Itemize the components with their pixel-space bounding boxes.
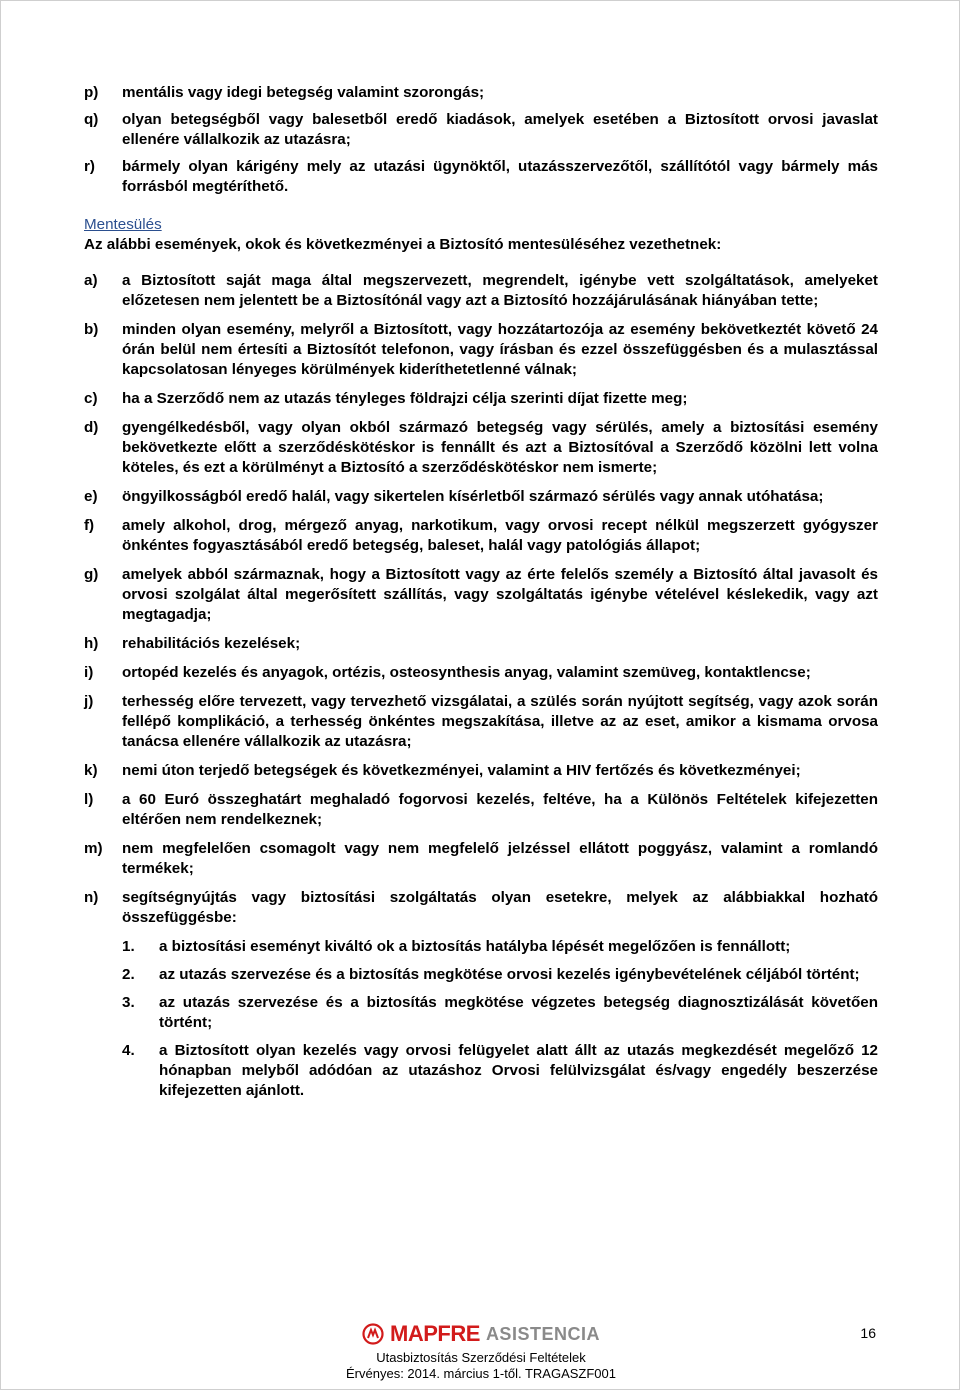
sub-item-text: a Biztosított olyan kezelés vagy orvosi felügyelet alatt állt az utazás megkezdését megelőző 12 hónapban melyből adódóan az utazáshoz Orvosi felülvizsgálat és/vagy engedély beszerzése kifejezetten ajánlott. [159, 1042, 878, 1099]
list-item [84, 110, 878, 150]
item-label: e) [84, 488, 98, 505]
mapfre-emblem-icon [362, 1323, 384, 1345]
item-label: c) [84, 390, 98, 407]
sub-item-label: 2. [122, 966, 135, 983]
list-item [84, 663, 878, 683]
item-label: f) [84, 517, 95, 534]
list-item [84, 516, 878, 556]
item-text: gyengélkedésből, vagy olyan okból származó betegség vagy sérülés, amely a biztosítási esemény bekövetkezte előtt a szerződéskötéskor is fennállt és azt a Biztosítóval a Szerződő közölni lett volna köteles, és ezt a körülményt a Biztosító a szerződéskötéskor nem ismerte; [122, 419, 878, 476]
sub-list [122, 937, 878, 1101]
page-number: 16 [860, 1325, 876, 1341]
logo-primary-text: MAPFRE [390, 1321, 480, 1346]
item-text: terhesség előre tervezett, vagy tervezhető vizsgálatai, a szülés során nyújtott segítség, vagy azok során fellépő komplikáció, a terhesség önkéntes megszakítása, illetve az az eset, amikor a kismama orvosa tanácsa ellenére vállalkozik az utazásra; [122, 693, 878, 750]
logo-secondary-text: ASISTENCIA [485, 1323, 600, 1344]
list-item [84, 271, 878, 311]
page-footer [1, 1319, 960, 1382]
footer-title: Utasbiztosítás Szerződési Feltételek [376, 1350, 586, 1365]
item-text: a Biztosított saját maga által megszervezett, megrendelt, igénybe vett szolgáltatások, amelyeket előzetesen nem jelentett be a Biztosítónál vagy azt a Biztosító hozzájárulásának hiányában tette; [122, 272, 878, 309]
sub-list-item [122, 937, 878, 957]
list-item [84, 565, 878, 625]
item-text: ha a Szerződő nem az utazás tényleges földrajzi célja szerinti díjat fizette meg; [122, 390, 688, 407]
item-label: i) [84, 664, 94, 681]
exclusion-list [84, 271, 878, 928]
item-label: d) [84, 419, 99, 436]
item-text: ortopéd kezelés és anyagok, ortézis, osteosynthesis anyag, valamint szemüveg, kontaktlencse; [122, 664, 811, 681]
item-text: amelyek abból származnak, hogy a Biztosított vagy az érte felelős személy a Biztosító által javasolt és orvosi szolgálat által megerősített szállítás, vagy szolgáltatás igénybe vételével késlekedik, vagy azt megtagadja; [122, 566, 878, 623]
list-item [84, 320, 878, 380]
continued-list [84, 83, 878, 197]
list-item [84, 888, 878, 928]
sub-item-text: az utazás szervezése és a biztosítás megkötése végzetes betegség diagnosztizálását követően történt; [159, 994, 878, 1031]
list-item [84, 634, 878, 654]
item-label: p) [84, 84, 99, 101]
section-heading: Mentesülés [84, 216, 162, 233]
item-label: k) [84, 762, 98, 779]
sub-item-label: 1. [122, 938, 135, 955]
sub-list-item [122, 965, 878, 985]
mapfre-logo [362, 1319, 600, 1349]
item-text: minden olyan esemény, melyről a Biztosított, vagy hozzátartozója az esemény bekövetkeztét követő 24 órán belül nem értesíti a Biztosítót telefonon, vagy írásban és ezzel összefüggésben és a mulasztással kapcsolatosan lényeges körülmények kideríthetetlenné válnak; [122, 321, 878, 378]
item-text: nem megfelelően csomagolt vagy nem megfelelő jelzéssel ellátott poggyász, valamint a romlandó termékek; [122, 840, 878, 877]
list-item [84, 790, 878, 830]
sub-list-item [122, 1041, 878, 1101]
item-label: l) [84, 791, 94, 808]
item-text [122, 888, 878, 928]
list-item [84, 761, 878, 781]
list-item [84, 418, 878, 478]
item-label: j) [84, 693, 94, 710]
sub-item-text: a biztosítási eseményt kiváltó ok a biztosítás hatályba lépését megelőzően is fennállott; [159, 938, 791, 955]
list-item [84, 692, 878, 752]
list-item [84, 839, 878, 879]
item-label: h) [84, 635, 99, 652]
item-text-body: segítségnyújtás vagy biztosítási szolgáltatás olyan esetekre, melyek az alábbiakkal hozható összefüggésbe: [122, 889, 878, 926]
item-text: a 60 Euró összeghatárt meghaladó fogorvosi kezelés, feltéve, ha a Különös Feltételek kifejezetten eltérően nem rendelkeznek; [122, 791, 878, 828]
item-label: r) [84, 158, 95, 175]
item-label: a) [84, 272, 98, 289]
footer-validity: Érvényes: 2014. március 1-től. TRAGASZF001 [346, 1366, 616, 1381]
item-label: b) [84, 321, 99, 338]
sub-list-item [122, 993, 878, 1033]
list-item [84, 487, 878, 507]
item-label: n) [84, 889, 99, 906]
sub-item-text: az utazás szervezése és a biztosítás megkötése orvosi kezelés igénybevételének céljából történt; [159, 966, 860, 983]
section-intro: Az alábbi események, okok és következményei a Biztosító mentesüléséhez vezethetnek: [84, 236, 722, 253]
item-text: rehabilitációs kezelések; [122, 635, 301, 652]
item-label: g) [84, 566, 99, 583]
item-text: öngyilkosságból eredő halál, vagy sikertelen kísérletből származó sérülés vagy annak utóhatása; [122, 488, 824, 505]
page-content [84, 83, 878, 1109]
list-item [84, 83, 878, 103]
item-text: amely alkohol, drog, mérgező anyag, narkotikum, vagy orvosi recept nélkül megszerzett gyógyszer önkéntes fogyasztásából eredő betegség, baleset, halál vagy patológiás állapot; [122, 517, 878, 554]
sub-item-label: 4. [122, 1042, 135, 1059]
item-text: bármely olyan kárigény mely az utazási ügynöktől, utazásszervezőtől, szállítótól vagy bármely más forrásból megtéríthető. [122, 158, 878, 195]
sub-item-label: 3. [122, 994, 135, 1011]
item-text: olyan betegségből vagy balesetből eredő kiadások, amelyek esetében a Biztosított orvosi javaslat ellenére vállalkozik az utazásra; [122, 111, 878, 148]
item-label: m) [84, 840, 103, 857]
list-item [84, 389, 878, 409]
item-label: q) [84, 111, 99, 128]
list-item [84, 157, 878, 197]
item-text: nemi úton terjedő betegségek és következményei, valamint a HIV fertőzés és következményei; [122, 762, 801, 779]
item-text: mentális vagy idegi betegség valamint szorongás; [122, 84, 485, 101]
